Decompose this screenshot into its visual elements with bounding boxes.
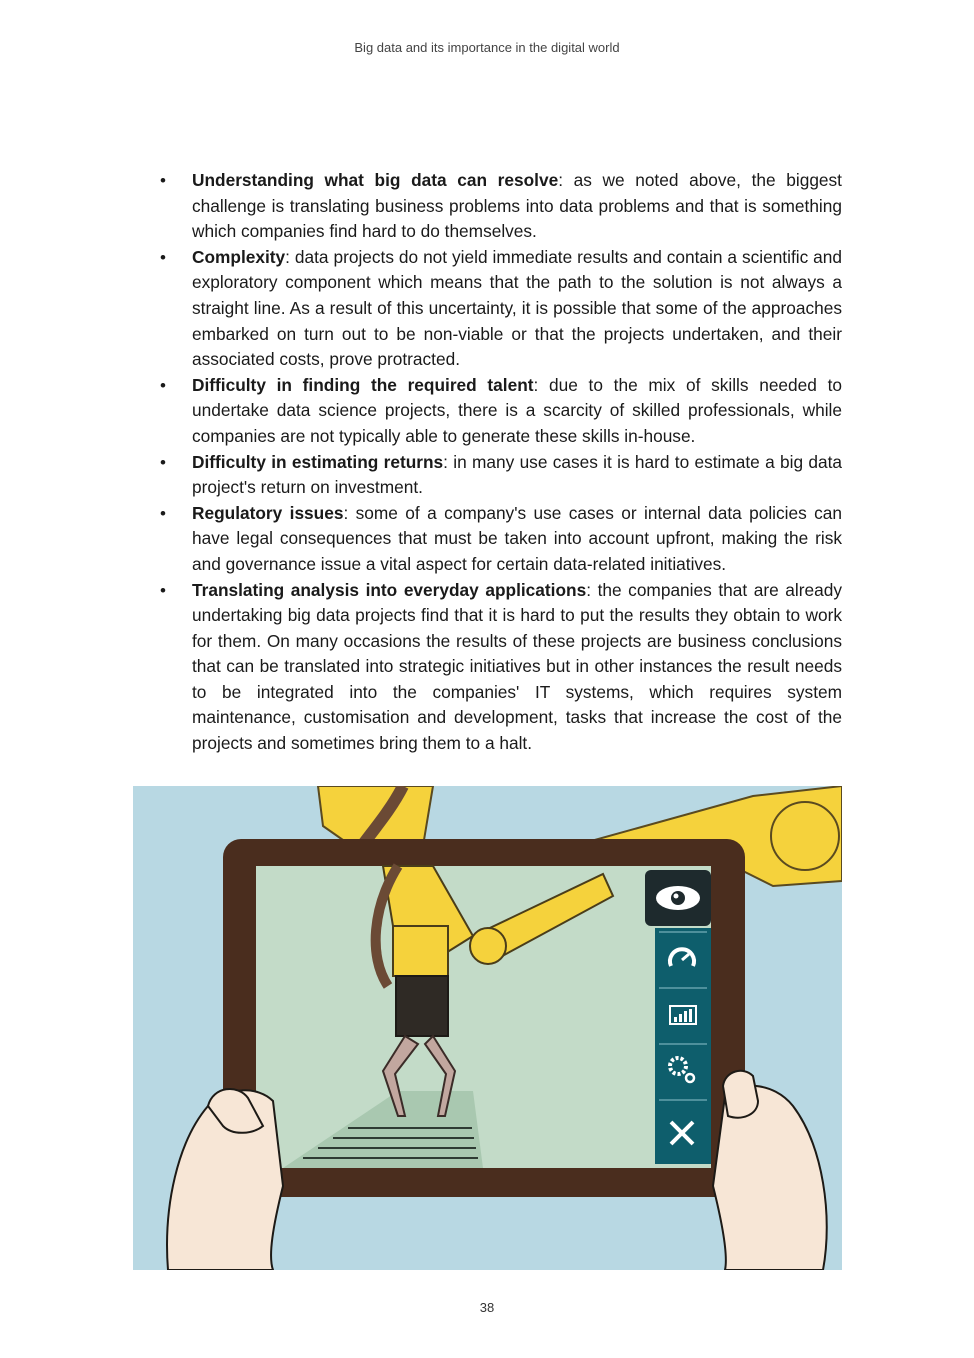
tablet-screen <box>256 866 711 1168</box>
illustration-svg <box>133 786 842 1270</box>
robot-joint <box>771 802 839 870</box>
list-item <box>160 373 842 450</box>
eye-pupil <box>671 891 685 905</box>
eye-icon[interactable] <box>656 886 700 910</box>
list-item <box>160 578 842 757</box>
tablet-robot-illustration <box>133 786 842 1270</box>
challenge-term: Difficulty in estimating returns <box>192 451 444 472</box>
bullet-marker: • <box>160 503 166 523</box>
bullet-marker: • <box>160 375 166 395</box>
challenge-term: Translating analysis into everyday applications <box>192 579 587 600</box>
bullet-marker: • <box>160 247 166 267</box>
eye-glint <box>674 894 679 899</box>
page-number: 38 <box>479 1300 495 1315</box>
chart-bar <box>679 1014 682 1022</box>
challenge-text: : some of a company's use cases or internal data policies can have legal consequences that must be taken into account upfront, making the risk and governance issue a vital aspect for certain data-related initiatives. <box>192 502 842 574</box>
onscreen-wrist <box>393 926 448 976</box>
challenge-term: Regulatory issues <box>192 502 344 523</box>
sidebar-panel <box>655 928 711 1164</box>
right-thumb <box>723 1071 758 1118</box>
challenge-text: : the companies that are already undertaking big data projects find that it is hard to put the results they obtain to work for them. On many occasions the results of these projects are business conclusions that can be translated into strategic initiatives but in other instances the result needs to be integrated into the companies' IT systems, which requires system maintenance, customisation and development, tasks that increase the cost of the projects and sometimes bring them to a halt. <box>192 579 842 754</box>
chart-bar <box>689 1009 692 1022</box>
list-item <box>160 168 842 245</box>
chart-bar <box>674 1017 677 1022</box>
list-item <box>160 245 842 373</box>
challenge-term: Difficulty in finding the required talent <box>192 374 534 395</box>
challenge-term: Understanding what big data can resolve <box>192 170 559 190</box>
list-item <box>160 501 842 578</box>
gripper-body <box>396 976 448 1036</box>
bullet-marker: • <box>160 171 166 190</box>
challenge-text: : due to the mix of skills needed to undertake data science projects, there is a scarcity of skilled professionals, while companies are not typically able to generate these skills in-house. <box>192 374 842 446</box>
challenge-text: : in many use cases it is hard to estimate a big data project's return on investment. <box>192 451 843 498</box>
running-header: Big data and its importance in the digital world <box>354 40 620 55</box>
bullet-marker: • <box>160 452 166 472</box>
onscreen-arm-joint <box>470 928 506 964</box>
challenges-section <box>160 168 842 757</box>
challenge-text: : as we noted above, the biggest challenge is translating business problems into data problems and that is something which companies find hard to do themselves. <box>192 170 842 242</box>
challenge-text: : data projects do not yield immediate results and contain a scientific and exploratory component which means that the path to the solution is not always a straight line. As a result of this uncertainty, it is possible that some of the approaches embarked on turn out to be non-viable or that the projects undertaken, and their associated costs, prove protracted. <box>192 246 842 370</box>
challenges-list <box>160 168 842 757</box>
bullet-marker: • <box>160 580 166 600</box>
list-item <box>160 450 842 501</box>
chart-bar <box>684 1011 687 1022</box>
challenge-term: Complexity <box>192 246 286 267</box>
